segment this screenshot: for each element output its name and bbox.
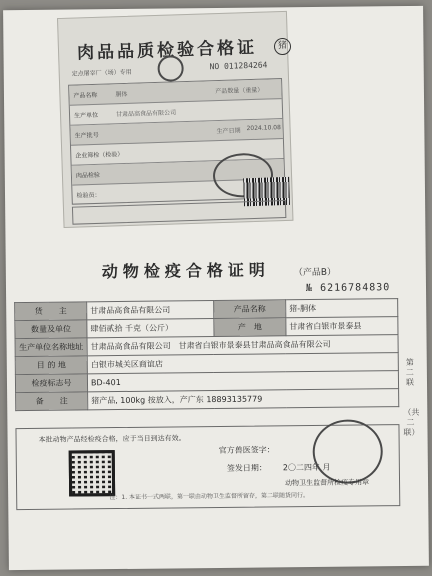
quarantine-table xyxy=(14,298,399,411)
quantity-value: 肆佰贰拾 千克（公斤） xyxy=(87,319,214,338)
production-date: 2024.10.08 xyxy=(246,124,282,133)
document-photo xyxy=(3,6,429,570)
seal-caption: 动物卫生监督所检疫专用章 xyxy=(285,478,370,488)
remarks-label: 备 注 xyxy=(16,392,88,411)
copy-number: 第二联 xyxy=(405,357,415,388)
row-label: 生产批号 xyxy=(74,131,99,140)
row-label: 生产单位 xyxy=(73,111,99,120)
remarks-value: 猪产品, 100kg 按放入，产广东 18893135779 xyxy=(88,389,399,410)
meat-cert-title: 肉品品质检验合格证 xyxy=(76,37,258,64)
mark-value: BD-401 xyxy=(87,371,398,392)
row-extra: 产品数量（重量） xyxy=(215,86,264,96)
row-extra: 生产日期 xyxy=(216,127,241,136)
signature-area xyxy=(15,424,400,510)
destination-label: 目 的 地 xyxy=(15,356,87,375)
issue-date-label: 签发日期： xyxy=(226,463,267,473)
meat-quality-certificate xyxy=(57,11,293,228)
product-type-label: （产品B） xyxy=(293,267,337,279)
issue-date-value: 2〇二四年 月 xyxy=(282,462,331,473)
producer-value: 甘肃品高食品有限公司 甘肃省白银市景泰县甘肃品高食品有限公司 xyxy=(87,335,398,356)
pig-circle-mark: 猪 xyxy=(274,38,292,56)
certificate-title: 动物检疫合格证明 xyxy=(101,260,270,282)
official-seal xyxy=(312,419,383,484)
validity-note: 本批动物产品经检疫合格，应于当日到达有效。 xyxy=(38,434,186,444)
row-value: 胴体 xyxy=(115,90,128,99)
row-label: 企业筛检（检验） xyxy=(75,151,124,160)
origin-label: 产 地 xyxy=(214,318,286,337)
owner-value: 甘肃品高食品有限公司 xyxy=(87,301,214,320)
qr-code-icon xyxy=(69,450,115,496)
meat-cert-subtitle: 定点屠宰厂（场）专用 xyxy=(71,68,132,78)
row-label: 肉品检验 xyxy=(75,171,101,180)
row-label: 产品名称 xyxy=(73,91,98,100)
copy-total: （共二联） xyxy=(403,407,420,438)
quantity-label: 数量及单位 xyxy=(15,320,87,339)
table-row xyxy=(16,389,399,411)
origin-value: 甘肃省白银市景泰县 xyxy=(286,317,398,336)
row-label: 检验员： xyxy=(76,191,101,200)
product-name-value: 猪-胴体 xyxy=(286,299,398,318)
producer-label: 生产单位名称地址 xyxy=(15,338,87,357)
row-value: 甘肃品高食品有限公司 xyxy=(115,109,177,119)
mark-label: 检疫标志号 xyxy=(15,374,87,393)
officer-signature-label: 官方兽医签字： xyxy=(218,445,275,455)
certificate-footnote: 注：1. 本证书一式两联，第一联由动物卫生监督所留存，第二联随货同行。 xyxy=(109,492,310,502)
product-name-label: 产品名称 xyxy=(214,300,286,319)
meat-cert-serial: NO 011284264 xyxy=(209,60,268,72)
certificate-serial: № 6216784830 xyxy=(305,282,391,295)
owner-label: 货 主 xyxy=(15,302,87,321)
meat-cert-emblem xyxy=(157,55,184,82)
destination-value: 白银市城关区商谊店 xyxy=(87,353,398,374)
